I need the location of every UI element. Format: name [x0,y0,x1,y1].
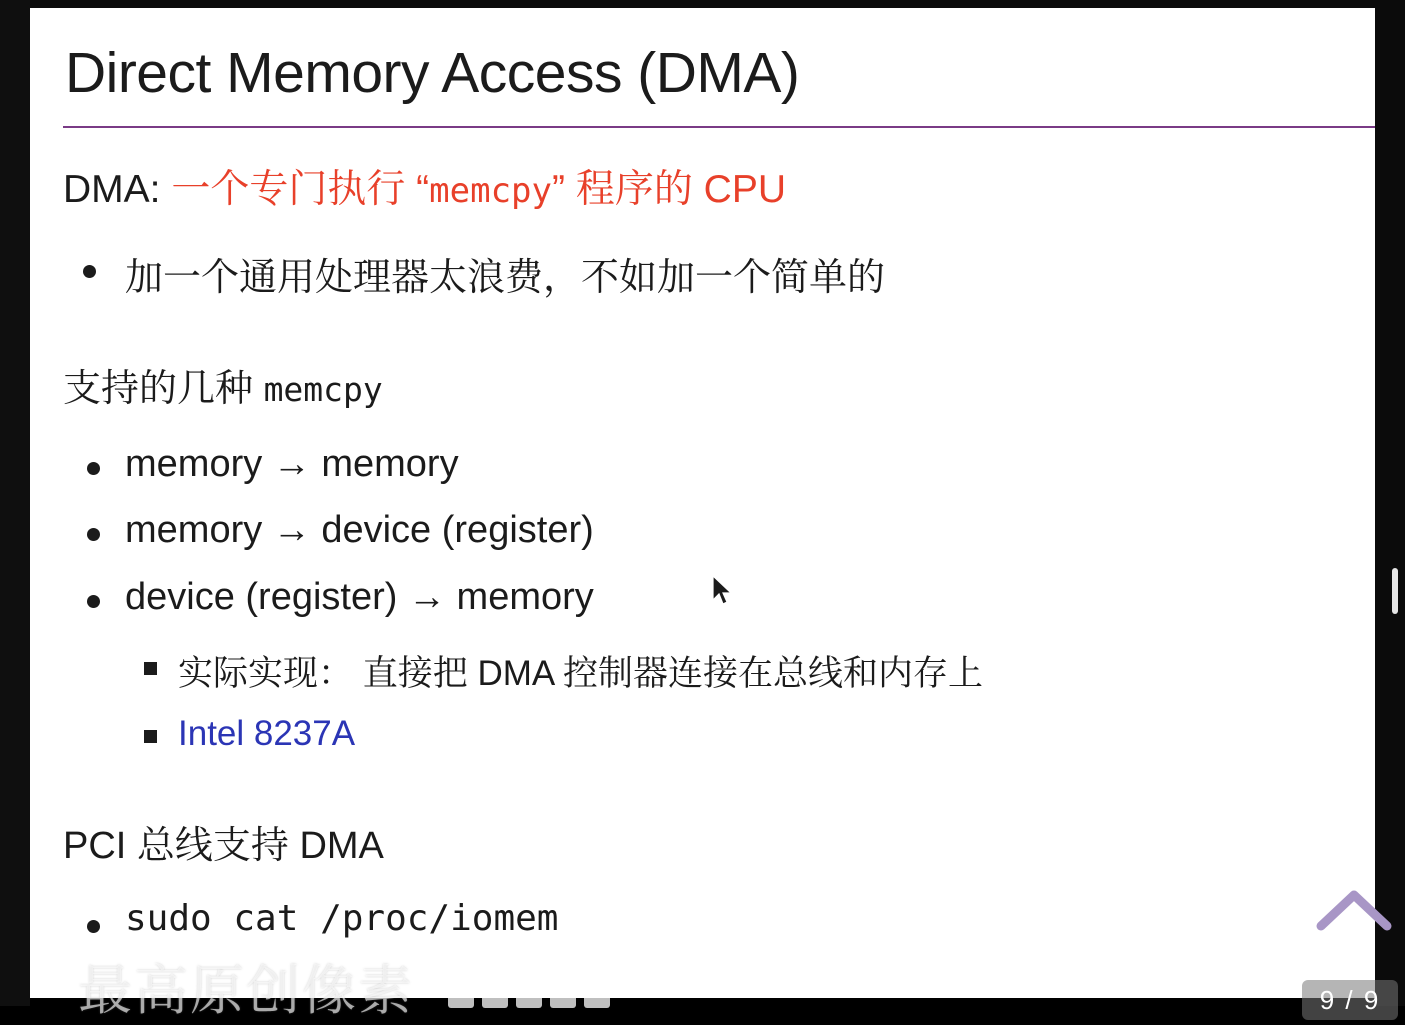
intro-bullet-1: 加一个通用处理器太浪费，不如加一个简单的 [125,257,886,299]
support-heading-mono: memcpy [263,370,383,409]
support-heading-text: 支持的几种 [63,368,264,410]
support-item-1: memory → memory [125,443,459,485]
dma-label: DMA: [63,168,172,211]
bullet-square-icon [144,662,157,675]
pci-heading: PCI 总线支持 DMA [63,825,384,867]
bullet-dot-icon [87,595,100,608]
dma-highlight-prefix: 一个专门执行 “ [171,168,430,211]
bullet-dot-icon [87,528,100,541]
left-letterbox [0,0,30,1006]
support-item-3: device (register) → memory [125,576,594,618]
bullet-dot-icon [83,265,96,278]
sub-item-1: 实际实现： 直接把 DMA 控制器连接在总线和内存上 [178,654,984,693]
chevron-up-icon[interactable] [1315,886,1393,934]
bullet-square-icon [144,730,157,743]
bilibili-logo [448,938,638,1008]
dma-highlight-suffix: ” 程序的 CPU [552,168,787,211]
bullet-dot-icon [87,462,100,475]
support-item-2: memory → device (register) [125,509,594,551]
title-divider [63,126,1375,128]
slide-canvas [30,8,1381,1021]
support-heading [63,357,383,412]
pci-item-1: sudo cat /proc/iomem [125,898,559,939]
page-title: Direct Memory Access (DMA) [65,41,800,105]
mouse-pointer-icon [712,575,734,607]
bullet-dot-icon [87,920,100,933]
sub-item-2-link[interactable]: Intel 8237A [178,714,356,753]
scrollbar-thumb[interactable] [1392,568,1398,614]
dma-definition-line [63,158,786,214]
dma-highlight-mono: memcpy [429,171,552,211]
top-letterbox [30,0,1375,8]
watermark-text: 最高原创像素 [78,961,414,1021]
page-indicator: 9 / 9 [1302,980,1398,1020]
right-letterbox [1375,0,1405,1006]
